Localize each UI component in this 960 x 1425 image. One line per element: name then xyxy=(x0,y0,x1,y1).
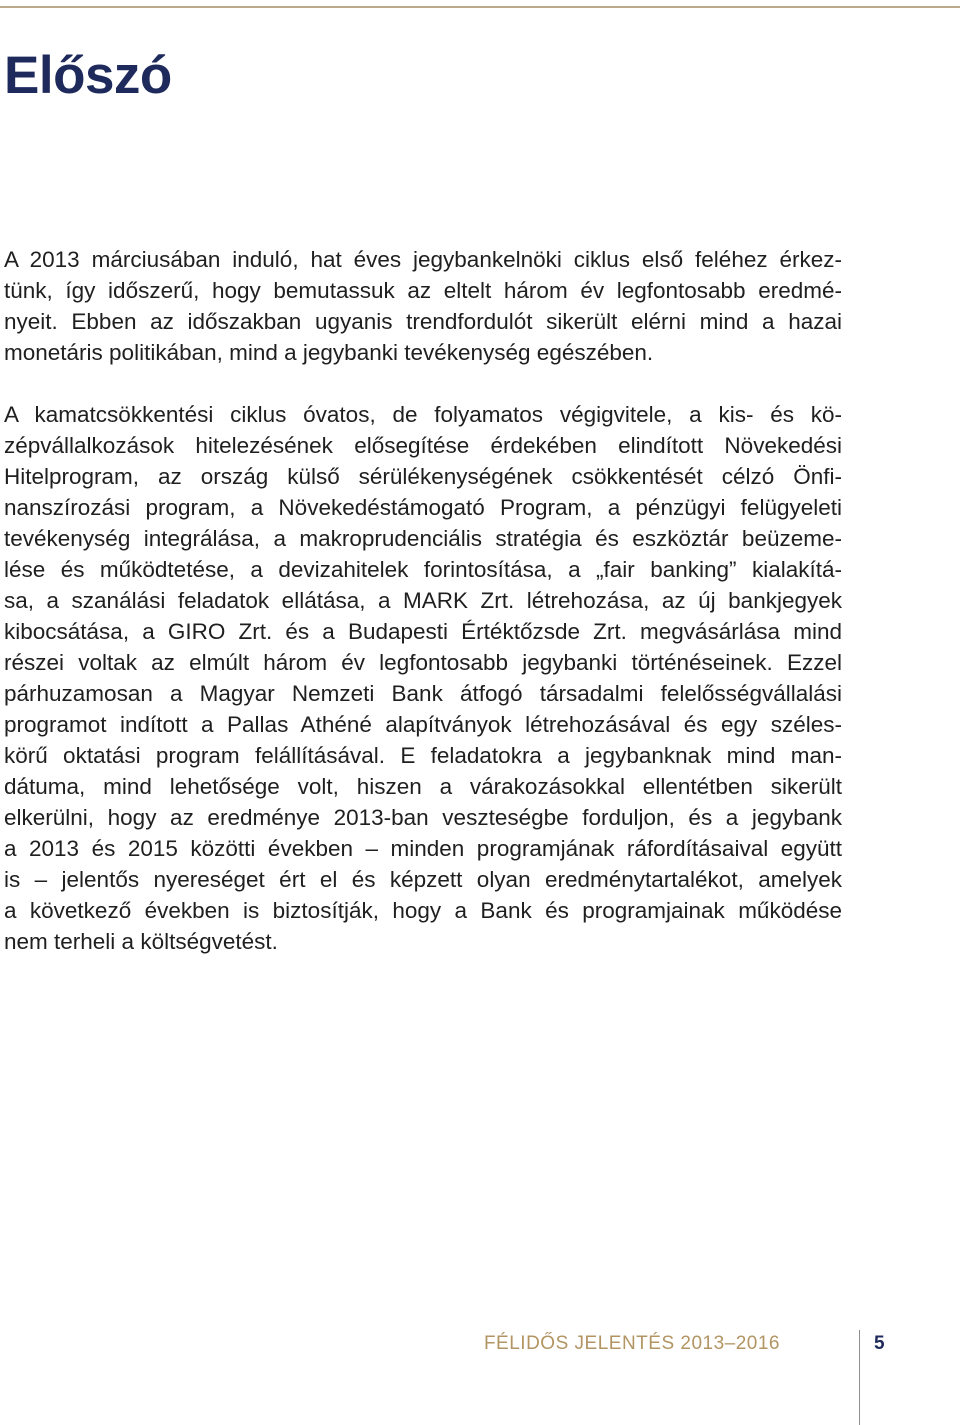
footer-divider xyxy=(859,1330,860,1425)
paragraph-2 xyxy=(4,399,842,957)
page-footer xyxy=(483,1330,898,1360)
report-title: FÉLIDŐS JELENTÉS 2013–2016 xyxy=(483,1333,780,1354)
paragraph-line: zépvállalkozások hitelezésének elősegítése érdekében elindított Növekedési xyxy=(4,433,842,458)
paragraph-line: programot indított a Pallas Athéné alapítványok létrehozásával és egy széles- xyxy=(4,712,842,737)
paragraph-line: a 2013 és 2015 közötti években – minden programjának ráfordításaival együtt xyxy=(4,836,842,861)
paragraph-line: A kamatcsökkentési ciklus óvatos, de folyamatos végigvitele, a kis- és kö- xyxy=(4,402,842,427)
paragraph-line: nem terheli a költségvetést. xyxy=(4,929,278,954)
paragraph-line: is – jelentős nyereséget ért el és képzett olyan eredménytartalékot, amelyek xyxy=(4,867,842,892)
paragraph-1 xyxy=(4,244,842,368)
paragraph-line: dátuma, mind lehetősége volt, hiszen a várakozásokkal ellentétben sikerült xyxy=(4,774,842,799)
paragraph-line: nanszírozási program, a Növekedéstámogató Program, a pénzügyi felügyeleti xyxy=(4,495,842,520)
paragraph-line: kibocsátása, a GIRO Zrt. és a Budapesti Értéktőzsde Zrt. megvásárlása mind xyxy=(4,619,842,644)
paragraph-line: részei voltak az elmúlt három év legfontosabb jegybanki történéseinek. Ezzel xyxy=(4,650,842,675)
paragraph-line: tevékenység integrálása, a makroprudenciális stratégia és eszköztár beüzeme- xyxy=(4,526,842,551)
paragraph-line: tünk, így időszerű, hogy bemutassuk az eltelt három év legfontosabb eredmé- xyxy=(4,278,842,303)
paragraph-line: monetáris politikában, mind a jegybanki tevékenység egészében. xyxy=(4,340,654,365)
paragraph-line: nyeit. Ebben az időszakban ugyanis trendfordulót sikerült elérni mind a hazai xyxy=(4,309,842,334)
paragraph-line: Hitelprogram, az ország külső sérülékenységének csökkentését célzó Önfi- xyxy=(4,464,842,489)
paragraph-line: A 2013 márciusában induló, hat éves jegybankelnöki ciklus első feléhez érkez- xyxy=(4,247,842,272)
paragraph-line: elkerülni, hogy az eredménye 2013-ban veszteségbe forduljon, és a jegybank xyxy=(4,805,842,830)
paragraph-line: a következő években is biztosítják, hogy a Bank és programjainak működése xyxy=(4,898,842,923)
page-number: 5 xyxy=(874,1333,885,1354)
paragraph-line: lése és működtetése, a devizahitelek forintosítása, a „fair banking” kialakítá- xyxy=(4,557,842,582)
top-rule xyxy=(0,6,960,8)
paragraph-line: körű oktatási program felállításával. E feladatokra a jegybanknak mind man- xyxy=(4,743,842,768)
paragraph-line: párhuzamosan a Magyar Nemzeti Bank átfogó társadalmi felelősségvállalási xyxy=(4,681,842,706)
page-title: Előszó xyxy=(4,46,172,105)
paragraph-line: sa, a szanálási feladatok ellátása, a MARK Zrt. létrehozása, az új bankjegyek xyxy=(4,588,842,613)
